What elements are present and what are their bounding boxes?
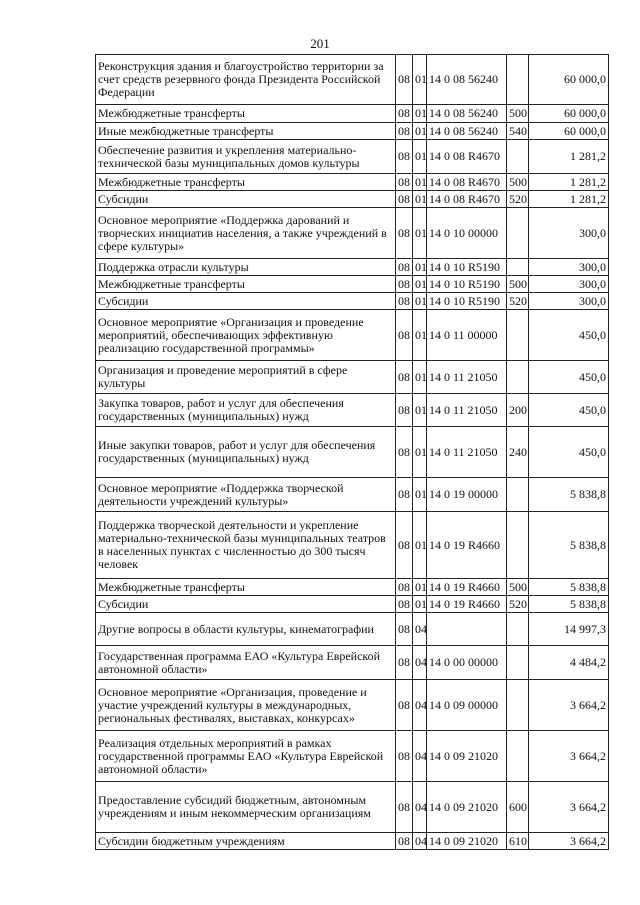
row-expense-type	[507, 361, 529, 394]
row-name: Основное мероприятие «Организация, проведение и участие учреждений культуры в международных, региональных фестивалях, выставках, конкурсах»	[96, 680, 396, 731]
row-amount: 3 664,2	[529, 782, 609, 833]
row-expense-type	[507, 208, 529, 259]
row-subsection: 01	[413, 310, 427, 361]
row-section: 08	[396, 782, 413, 833]
row-subsection: 01	[413, 427, 427, 478]
row-expense-type: 240	[507, 427, 529, 478]
table-row	[96, 596, 609, 613]
row-name: Межбюджетные трансферты	[96, 276, 396, 293]
row-section: 08	[396, 105, 413, 123]
row-target-article: 14 0 09 21020	[427, 782, 507, 833]
row-amount: 300,0	[529, 259, 609, 276]
table-row	[96, 310, 609, 361]
row-section: 08	[396, 174, 413, 191]
row-name: Межбюджетные трансферты	[96, 579, 396, 596]
row-name: Основное мероприятие «Поддержка дарований и творческих инициатив населения, а также учреждений в сфере культуры»	[96, 208, 396, 259]
row-name: Поддержка творческой деятельности и укрепление материально-технической базы муниципальных театров в населенных пунктах с численностью до 300 тысяч человек	[96, 512, 396, 579]
row-section: 08	[396, 259, 413, 276]
row-target-article: 14 0 11 00000	[427, 310, 507, 361]
row-subsection: 01	[413, 259, 427, 276]
row-target-article: 14 0 19 R4660	[427, 512, 507, 579]
row-subsection: 04	[413, 782, 427, 833]
row-section: 08	[396, 55, 413, 105]
row-expense-type: 540	[507, 123, 529, 140]
row-target-article: 14 0 08 R4670	[427, 174, 507, 191]
row-target-article: 14 0 09 00000	[427, 680, 507, 731]
table-row	[96, 427, 609, 478]
row-section: 08	[396, 361, 413, 394]
row-target-article: 14 0 19 R4660	[427, 579, 507, 596]
row-name: Закупка товаров, работ и услуг для обеспечения государственных (муниципальных) нужд	[96, 394, 396, 427]
row-expense-type	[507, 731, 529, 782]
table-row	[96, 394, 609, 427]
row-section: 08	[396, 394, 413, 427]
table-row	[96, 208, 609, 259]
row-amount: 3 664,2	[529, 731, 609, 782]
row-section: 08	[396, 680, 413, 731]
row-target-article: 14 0 08 56240	[427, 105, 507, 123]
row-subsection: 01	[413, 478, 427, 512]
row-section: 08	[396, 478, 413, 512]
row-amount: 450,0	[529, 394, 609, 427]
row-name: Субсидии	[96, 596, 396, 613]
row-amount: 450,0	[529, 361, 609, 394]
row-name: Другие вопросы в области культуры, кинематографии	[96, 613, 396, 646]
row-expense-type	[507, 259, 529, 276]
row-expense-type	[507, 646, 529, 680]
row-expense-type: 520	[507, 293, 529, 310]
row-amount: 60 000,0	[529, 105, 609, 123]
row-section: 08	[396, 293, 413, 310]
row-expense-type	[507, 55, 529, 105]
row-name: Организация и проведение мероприятий в сфере культуры	[96, 361, 396, 394]
row-expense-type	[507, 140, 529, 174]
row-amount: 3 664,2	[529, 680, 609, 731]
row-name: Основное мероприятие «Поддержка творческой деятельности учреждений культуры»	[96, 478, 396, 512]
row-expense-type: 200	[507, 394, 529, 427]
table-row	[96, 105, 609, 123]
row-subsection: 04	[413, 833, 427, 850]
row-target-article: 14 0 11 21050	[427, 427, 507, 478]
row-expense-type	[507, 613, 529, 646]
row-amount: 300,0	[529, 208, 609, 259]
row-target-article: 14 0 19 R4660	[427, 596, 507, 613]
row-subsection: 01	[413, 208, 427, 259]
row-section: 08	[396, 579, 413, 596]
row-expense-type: 520	[507, 191, 529, 208]
row-section: 08	[396, 427, 413, 478]
table-row	[96, 478, 609, 512]
row-name: Реализация отдельных мероприятий в рамках государственной программы ЕАО «Культура Еврейской автономной области»	[96, 731, 396, 782]
row-target-article: 14 0 09 21020	[427, 731, 507, 782]
row-amount: 300,0	[529, 293, 609, 310]
row-subsection: 04	[413, 646, 427, 680]
row-name: Субсидии	[96, 293, 396, 310]
table-row	[96, 55, 609, 105]
row-amount: 300,0	[529, 276, 609, 293]
row-section: 08	[396, 613, 413, 646]
row-expense-type	[507, 310, 529, 361]
row-subsection: 01	[413, 394, 427, 427]
row-target-article: 14 0 19 00000	[427, 478, 507, 512]
row-target-article: 14 0 11 21050	[427, 394, 507, 427]
page-number: 201	[310, 36, 330, 51]
row-target-article	[427, 613, 507, 646]
row-subsection: 01	[413, 293, 427, 310]
table-row	[96, 579, 609, 596]
row-amount: 450,0	[529, 310, 609, 361]
row-target-article: 14 0 10 00000	[427, 208, 507, 259]
row-amount: 5 838,8	[529, 478, 609, 512]
row-expense-type	[507, 512, 529, 579]
row-target-article: 14 0 10 R5190	[427, 259, 507, 276]
row-name: Межбюджетные трансферты	[96, 174, 396, 191]
row-subsection: 01	[413, 191, 427, 208]
table-row	[96, 782, 609, 833]
table-row	[96, 140, 609, 174]
row-amount: 60 000,0	[529, 55, 609, 105]
row-expense-type	[507, 478, 529, 512]
row-section: 08	[396, 208, 413, 259]
row-amount: 3 664,2	[529, 833, 609, 850]
table-body	[96, 55, 609, 850]
row-amount: 4 484,2	[529, 646, 609, 680]
table-row	[96, 191, 609, 208]
table-row	[96, 646, 609, 680]
row-target-article: 14 0 08 56240	[427, 123, 507, 140]
row-subsection: 01	[413, 105, 427, 123]
row-target-article: 14 0 08 R4670	[427, 140, 507, 174]
row-amount: 1 281,2	[529, 174, 609, 191]
table-row	[96, 680, 609, 731]
row-section: 08	[396, 512, 413, 579]
row-subsection: 01	[413, 596, 427, 613]
table-row	[96, 512, 609, 579]
row-name: Государственная программа ЕАО «Культура Еврейской автономной области»	[96, 646, 396, 680]
row-expense-type	[507, 680, 529, 731]
row-section: 08	[396, 833, 413, 850]
row-target-article: 14 0 08 56240	[427, 55, 507, 105]
row-target-article: 14 0 10 R5190	[427, 276, 507, 293]
row-expense-type: 500	[507, 174, 529, 191]
row-subsection: 01	[413, 512, 427, 579]
row-section: 08	[396, 276, 413, 293]
row-subsection: 01	[413, 361, 427, 394]
table-row	[96, 293, 609, 310]
row-target-article: 14 0 09 21020	[427, 833, 507, 850]
row-name: Поддержка отрасли культуры	[96, 259, 396, 276]
row-amount: 1 281,2	[529, 191, 609, 208]
row-name: Предоставление субсидий бюджетным, автономным учреждениям и иным некоммерческим организациям	[96, 782, 396, 833]
row-section: 08	[396, 646, 413, 680]
row-section: 08	[396, 123, 413, 140]
row-name: Реконструкция здания и благоустройство территории за счет средств резервного фонда Президента Российской Федерации	[96, 55, 396, 105]
row-target-article: 14 0 11 21050	[427, 361, 507, 394]
budget-table	[95, 54, 609, 850]
row-subsection: 01	[413, 579, 427, 596]
row-subsection: 04	[413, 731, 427, 782]
row-amount: 1 281,2	[529, 140, 609, 174]
row-section: 08	[396, 191, 413, 208]
row-target-article: 14 0 10 R5190	[427, 293, 507, 310]
row-name: Субсидии бюджетным учреждениям	[96, 833, 396, 850]
row-section: 08	[396, 731, 413, 782]
row-subsection: 01	[413, 55, 427, 105]
row-name: Межбюджетные трансферты	[96, 105, 396, 123]
row-name: Иные межбюджетные трансферты	[96, 123, 396, 140]
row-amount: 60 000,0	[529, 123, 609, 140]
table-row	[96, 731, 609, 782]
row-expense-type: 600	[507, 782, 529, 833]
row-expense-type: 500	[507, 579, 529, 596]
row-subsection: 01	[413, 174, 427, 191]
row-expense-type: 500	[507, 276, 529, 293]
row-amount: 450,0	[529, 427, 609, 478]
row-target-article: 14 0 08 R4670	[427, 191, 507, 208]
row-amount: 14 997,3	[529, 613, 609, 646]
row-name: Основное мероприятие «Организация и проведение мероприятий, обеспечивающих эффективную реализацию государственной программы»	[96, 310, 396, 361]
row-expense-type: 610	[507, 833, 529, 850]
table-row	[96, 613, 609, 646]
row-subsection: 01	[413, 123, 427, 140]
row-name: Обеспечение развития и укрепления материально-технической базы муниципальных домов культуры	[96, 140, 396, 174]
row-expense-type: 520	[507, 596, 529, 613]
row-section: 08	[396, 596, 413, 613]
row-expense-type: 500	[507, 105, 529, 123]
row-subsection: 04	[413, 680, 427, 731]
table-row	[96, 123, 609, 140]
table-row	[96, 276, 609, 293]
row-name: Иные закупки товаров, работ и услуг для обеспечения государственных (муниципальных) нужд	[96, 427, 396, 478]
row-subsection: 04	[413, 613, 427, 646]
row-subsection: 01	[413, 276, 427, 293]
row-amount: 5 838,8	[529, 579, 609, 596]
table-row	[96, 833, 609, 850]
table-row	[96, 174, 609, 191]
row-name: Субсидии	[96, 191, 396, 208]
table-row	[96, 361, 609, 394]
row-section: 08	[396, 310, 413, 361]
row-amount: 5 838,8	[529, 596, 609, 613]
row-subsection: 01	[413, 140, 427, 174]
row-target-article: 14 0 00 00000	[427, 646, 507, 680]
row-amount: 5 838,8	[529, 512, 609, 579]
row-section: 08	[396, 140, 413, 174]
table-row	[96, 259, 609, 276]
